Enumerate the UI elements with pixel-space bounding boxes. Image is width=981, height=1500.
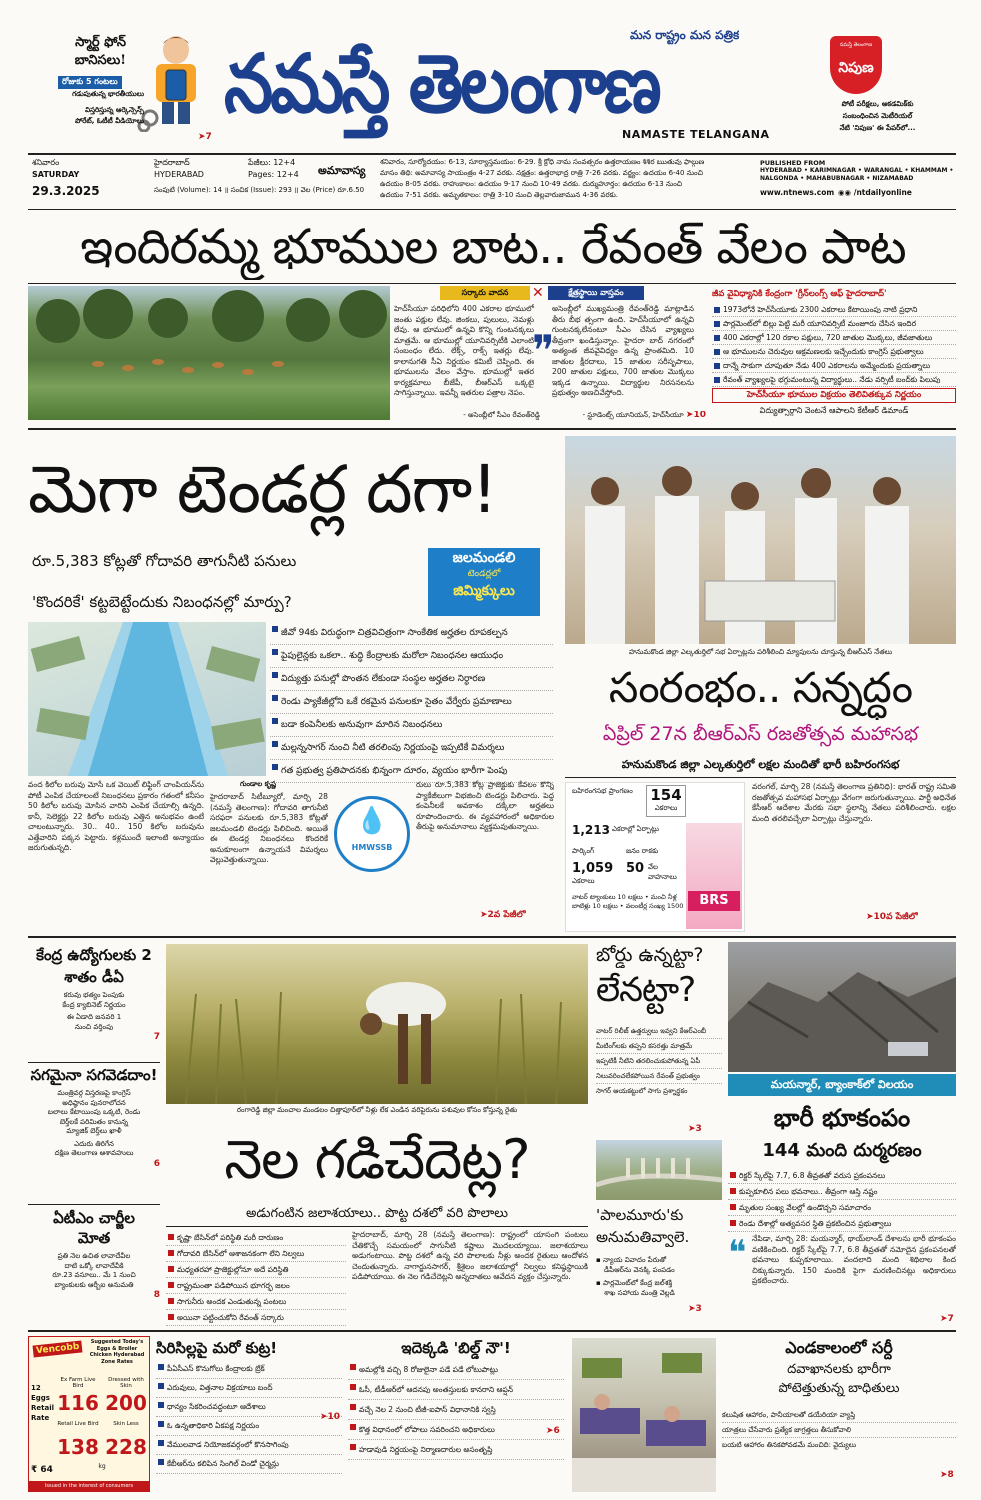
smartphone-addict-illustration: [136, 32, 216, 132]
masthead-tagline: మన రాష్ట్రం మన పత్రిక: [630, 28, 740, 42]
cabinet-line: మంత్రివర్గ విస్తరణపై కాంగ్రెస్: [57, 1089, 131, 1097]
brs-photo-caption: హనుమకొండ జిల్లా ఎల్కతుర్తిలో సభ ఏర్పాట్లను పరిశీలించి మ్యాపులను చూస్తున్న బీఆర్‌ఎస్ నేతలు: [628, 648, 893, 656]
ad-title: Suggested Today's Eggs & Broiler Chicken Hyderabad Zone Rates: [89, 1339, 145, 1365]
pages-telugu: పేజీలు: 12+4: [248, 158, 296, 167]
deer-herd-illustration: [28, 286, 390, 420]
arrow-icon: ➤: [198, 132, 206, 142]
brs-body: వరంగల్, మార్చి 28 (నమస్తే తెలంగాణ ప్రతినిధి): భారత్ రాష్ట్ర సమితి రజతోత్సవ మహాసభ ఏర్పాట్లు వేగంగా జరుగుతున్నాయి. పార్టీ అధినేత కేసీఆర్ ఆదేశాల మేరకు సభా స్థలాన్ని నేతలు పరిశీలించారు. లక్షల మంది తరలివచ్చేలా ఏర్పాట్లు చేస్తున్నారు.: [752, 782, 956, 823]
list-item: మల్లన్నసాగర్ నుంచి నీటి తరలింపు నిర్ణయంపై ఇప్పటికే విమర్శలు: [270, 737, 553, 760]
tender-page-ref[interactable]: ➤2వ పేజీలో: [480, 910, 526, 920]
water-drop-icon: 💧: [355, 806, 389, 836]
list-item: పీఏసీఎస్ కొనుగోలు కేంద్రాలకు బ్రేక్: [156, 1360, 342, 1379]
list-item: ఇప్పటికీ నీటిని తరలించుకుపోతున్న ఏపీ: [596, 1054, 722, 1069]
cm-quote-column: [394, 304, 534, 422]
brs-logo: BRS: [688, 891, 740, 911]
list-item: రేవంత్ వ్యాఖ్యలపై భగ్గుమంటున్న విద్యార్థులు.. నేడు వర్సిటీ బంద్‌కు పిలుపు: [712, 373, 956, 387]
hospital-ward-photo: [572, 1338, 716, 1492]
student-quote-column: [552, 304, 694, 410]
versus-icon: ✕: [532, 285, 544, 301]
lead-headline: ఇందిరమ్మ భూముల బాట.. రేవంత్ వేలం పాట: [80, 219, 906, 275]
left-promo-line2: గడుపుతున్న భారతీయులు: [72, 90, 144, 98]
social-handle[interactable]: ◉◉ /ntdailyonline: [838, 188, 912, 197]
cabinet-line: బలాలు కేటాయింపు ఒక్కటి, రెండు: [47, 1108, 141, 1116]
hmwssb-logo: [334, 796, 410, 872]
list-item: దాన్నే సాకుగా చూపుతూ నేడు 400 ఎకరాలను అమ్మేందుకు ప్రయత్నాలు: [712, 359, 956, 373]
brs-headline: సంరంభం.. సన్నద్ధం: [608, 663, 913, 712]
divider: [28, 283, 956, 284]
green-lungs-list: [712, 303, 956, 387]
list-item: మీటింగ్‌లకు తప్పని కసరత్తు మాత్రమే: [596, 1039, 722, 1054]
palamuru-line: ▪ న్యాయ వివాదం పేరుతో: [596, 1256, 667, 1264]
da-line3: ఈ ఏడాది జనవరి 1: [66, 1013, 122, 1021]
divider: [565, 777, 956, 778]
divider: [28, 209, 956, 210]
masthead-english: NAMASTE TELANGANA: [622, 128, 770, 141]
paddy-caption: రంగారెడ్డి జిల్లా మంచాల మండలం చిత్తాపూర్‌లో నీళ్లు లేక ఎండిన వరిపైరును పశువుల కోసం కోస్తున్న రైతు: [236, 1106, 518, 1114]
day-english: SATURDAY: [32, 170, 80, 179]
masthead-title: నమస్తే తెలంగాణ: [224, 36, 659, 132]
badge-line3: జిమ్మిక్కులు: [453, 583, 515, 599]
divider: [166, 1226, 588, 1227]
tender-author: గుండాల కృష్ణ: [240, 780, 277, 788]
rate-label: Skin Less: [113, 1421, 139, 1427]
build-now-title: ఇదెక్కడి 'బిల్డ్ నౌ'!: [401, 1339, 511, 1357]
left-promo[interactable]: [28, 30, 218, 145]
quake-points: [728, 1168, 956, 1232]
pages-english: Pages: 12+4: [248, 170, 299, 179]
rate-label: Retail Live Bird: [57, 1421, 99, 1427]
brs-sub2: హనుమకొండ జిల్లా ఎల్కతుర్తిలో లక్షల మందితో భారీ బహిరంగసభ: [621, 758, 900, 771]
list-item: ఓసీ, టీడీఆర్‌లో ఆదనపు అంతస్తులకు కానరాని ఆప్షన్: [348, 1380, 564, 1400]
ad-footer: Issued in the interest of consumers: [29, 1481, 149, 1491]
vencobb-logo: Vencobb: [33, 1340, 83, 1357]
rate-value: 116: [57, 1391, 99, 1415]
paddy-body: హైదరాబాద్, మార్చి 28 (నమస్తే తెలంగాణ): రాష్ట్రంలో యాసంగి పంటలు చేతికొచ్చే సమయంలో సాగునీటి కష్టాలు మొదలయ్యాయి. జలాశయాలు అడుగంటాయి. పొట్ట దశలో ఉన్న వరి పొలాలకు నీళ్లు అందక రైతులు ఆందోళన చెందుతున్నారు. నాగార్జునసాగర్, శ్రీశైలం జలాశయాల్లో నిల్వలు కనిష్ఠస్థాయికి పడిపోయాయి. ఈ నెల గడిచేదెట్లని అన్నదాతలు ఆవేదన వ్యక్తం చేస్తున్నారు.: [352, 1230, 588, 1281]
stat2-label: ఎకరాల్లో ఏర్పాట్లు: [612, 825, 659, 833]
panchangam-4: ఉదయం 7-51 వరకు. అమృతకాలం: రాత్రి 3-10 నుంచి తెల్లవారుజామున 4-36 వరకు.: [380, 191, 618, 199]
cold-sub1: దవాఖానలకు భారీగా: [787, 1362, 891, 1377]
paddy-points: [166, 1230, 346, 1326]
list-item: అమల్లోకి వచ్చి 8 రోజులైనా పడే పడే లోటుపాట్లు: [348, 1360, 564, 1380]
cold-brief[interactable]: [722, 1336, 956, 1492]
list-item: రిక్టర్ స్కేల్‌పై 7.7, 6.8 తీవ్రతతో వరుస ప్రకంపనలు: [728, 1168, 956, 1184]
cabinet-line: అధిష్ఠానం పునరాలోచన: [62, 1098, 126, 1107]
stat4-value: 50: [626, 861, 645, 876]
nipuna-line3: నేటి 'నిపుణ' ఈ పేపర్‌లో...: [839, 124, 916, 132]
tender-points: [270, 622, 553, 783]
badge-line1: జలమండలి: [452, 550, 516, 566]
list-item: నిలువరించలేకపోయిన రేవంత్ ప్రభుత్వం: [596, 1069, 722, 1084]
atm-brief[interactable]: [28, 1208, 160, 1326]
website-link[interactable]: www.ntnews.com: [760, 188, 835, 197]
brs-leaders-photo: [565, 436, 956, 644]
nipuna-badge: నిపుణ: [838, 60, 874, 76]
cabinet-line: మ్యాజిక్ బెర్త్‌లు ఖాళీ: [66, 1127, 122, 1135]
divider: [28, 1330, 956, 1332]
hcu-sale-sub: విద్యుత్సార్గాని వెంటనే ఆపాలని కేటీఆర్ డిమాండ్: [759, 406, 909, 415]
brs-rajatotsavam-graphic: [686, 823, 742, 929]
tender-body-3: రులు రూ.5,383 కోట్ల ప్రాజెక్టుకు కేవలం కొన్ని ప్యాకేజీలుగా విభజించి టెండర్లు పిలిచారు. పెద్ద కంపెనీలకే అవకాశం దక్కేలా అర్హతలు రూపొందించారు. ఈ వ్యవహారంలో అధికారుల తీరుపై అనుమానాలు వ్యక్తమవుతున్నాయి.: [416, 780, 554, 831]
list-item: గోదావరి బేసిన్‌లో ఆశాజనకంగా లేని నిల్వలు: [166, 1246, 346, 1262]
page-ref: ➤10: [685, 411, 706, 420]
list-item: కృష్ణా బేసిన్‌లో పరిస్థితి మరీ దారుణం: [166, 1230, 346, 1246]
list-item: పైపులైన్లకు ఒకలా.. శుద్ధి కేంద్రాలకు మరోలా నిబంధనల ఆయుధం: [270, 645, 553, 668]
dateline-bar: [28, 156, 956, 208]
list-item: 400 ఎకరాల్లో 120 రకాల పక్షులు, 720 జాతుల మొక్కలు, జీవజాతులు: [712, 331, 956, 345]
atm-line: రూ.23 వసూలు.. మే 1 నుంచి: [52, 1271, 136, 1279]
quake-headline: భారీ భూకంపం: [773, 1104, 911, 1132]
rate-unit: kg: [98, 1463, 106, 1470]
brs-sub: ఏప్రిల్ 27న బీఆర్‌ఎస్ రజతోత్సవ మహాసభ: [602, 723, 919, 745]
student-quote-sign: - స్టూడెంట్స్ యూనియన్, హెచ్‌సీయూ ➤10: [582, 411, 706, 420]
palamuru-line: శాఖ సహాయ మంత్రి వెల్లడి: [604, 1288, 675, 1297]
palamuru-page[interactable]: ➤3: [688, 1304, 702, 1314]
rate-value: 138: [57, 1435, 99, 1459]
crowd-illustration: [565, 436, 956, 644]
stat2-value: 1,213: [572, 823, 610, 837]
patients-illustration: [572, 1338, 716, 1492]
cold-sub2: పోటెత్తుతున్న బాధితులు: [778, 1381, 900, 1396]
stat3-value: 1,059: [572, 861, 614, 876]
atm-title: ఏటీఎం చార్జీల మోత: [53, 1209, 135, 1247]
canal-illustration: [596, 1140, 722, 1200]
left-promo-title: స్మార్ట్ ఫోన్ బానిసలు!: [74, 35, 126, 68]
list-item: మధ్యతరహా ప్రాజెక్టుల్లోనూ అదే పరిస్థితి: [166, 1262, 346, 1278]
left-promo-line4: పోరేట్, ఓటీటీ వీడియోలు: [75, 117, 144, 125]
list-item: బడా కంపెనీలకు అనువుగా మారిన నిబంధనలు: [270, 714, 553, 737]
rate-value: 200: [105, 1391, 147, 1415]
stat4-unit: వేల వాహనాలు: [648, 863, 677, 881]
hmwssb-logo-text: HMWSSB: [351, 843, 393, 852]
cabinet-line: ఎదురు తిరిగేన: [74, 1139, 114, 1148]
list-item: మృతుల సంఖ్య వేలల్లో ఉండొచ్చని సమాచారం: [728, 1200, 956, 1216]
divider: [28, 936, 956, 938]
cabinet-page: 6: [153, 1158, 160, 1169]
cold-title: ఎండకాలంలో సర్దీ: [785, 1338, 893, 1357]
da-brief[interactable]: [28, 944, 160, 1064]
list-item: ఎరువులు, విత్తనాల విక్రయాలు బంద్: [156, 1379, 342, 1398]
list-item: కొత్త విధానంలో లోపాలు సవరించని అధికారులు: [348, 1420, 564, 1440]
list-item: రెండు ప్యాకేజీల్లోని ఒకే రకమైన పనులకూ సైతం వేర్వేరు ప్రమాణాలు: [270, 691, 553, 714]
day-telugu: శనివారం: [32, 158, 60, 167]
list-item: వాటర్ రిలీజ్ ఉత్తర్వులు ఇవ్వని కేఆర్ఎంబీ: [596, 1024, 722, 1039]
build-now-page[interactable]: ➤6: [546, 1426, 560, 1436]
deer-forest-photo: [28, 286, 390, 420]
cabinet-title: సగమైనా సగవెడదాం!: [30, 1066, 158, 1084]
da-line1: కరువు భత్యం పెంపుకు: [63, 991, 125, 999]
bullet-icon: ▪: [596, 1256, 603, 1264]
list-item: గత ప్రభుత్వ ప్రతిపాదనకు భిన్నంగా దూరం, వ్యయం భారీగా పెంపు: [270, 760, 553, 783]
farmer-illustration: [166, 944, 588, 1104]
screen-time-badge: రోజుకు 5 గంటలు: [58, 76, 122, 89]
student-quote: అసెంబ్లీలో ముఖ్యమంత్రి రేవంత్‌రెడ్డి మాట్లాడిన తీరు బీభ త్సంగా ఉంది. హెచ్‌సీయూలో ఉన్నవి గుంటనక్కలేనంటూ సీఎం చేసిన వ్యాఖ్యలు తీవ్రంగా ఖండిస్తున్నాం. హైదరా బాద్ నగరంలో అత్యంత జీవవైవిధ్యం ఉన్న ప్రాంతమిది. 10 జాతుల క్షీరదాలు, 15 జాతుల సరీసృపాలు, 200 జాతుల పక్షులు, 700 జాతుల మొక్కలు ఇక్కడ ఉన్నాయి. విద్యార్థుల నిరసనలను ప్రభుత్వం అణచివేస్తోంది.: [552, 304, 694, 397]
atm-line: ప్రతి నెల ఉచిత లావాదేవీల: [57, 1252, 131, 1260]
pipeline-graphic: [28, 622, 266, 776]
vencobb-ad[interactable]: [28, 1336, 150, 1492]
da-page: 7: [153, 1032, 160, 1042]
panchangam-2: మాసం తిథి: అమావాస్య సాయంత్రం 4-27 వరకు. నక్షత్రం: ఉత్తరాభాద్ర రాత్రి 7-26 వరకు. వర్జ్యం: ఉదయం 6-40 నుంచి: [380, 169, 703, 177]
list-item: వేములవాడ నియోజకవర్గంలో కొనసాగింపు: [156, 1436, 342, 1455]
stat3-unit: ఎకరాలు: [572, 877, 595, 885]
tag-ground-reality: క్షేత్రస్థాయి వాస్తవం: [548, 286, 644, 300]
quake-sub: 144 మంది దుర్మరణం: [762, 1140, 922, 1161]
list-item: సాగునీరు అందక ఎండుతున్న పంటలు: [166, 1294, 346, 1310]
bullet-icon: ▪: [596, 1279, 603, 1287]
earthquake-rubble-photo: [728, 942, 956, 1072]
nipuna-promo[interactable]: [795, 30, 965, 145]
panchangam-1: శనివారం, సూర్యోదయం: 6-13, సూర్యాస్తమయం: 6-29. శ్రీ క్రోధి నామ సంవత్సరం ఉత్తరాయణం శిశిర ఋతువు ఫాల్గుణ: [380, 158, 705, 166]
tag-government-claim: సర్కారు వాదన: [440, 286, 530, 300]
list-item: అయినా పట్టించుకోని రేవంత్ సర్కారు: [166, 1310, 346, 1326]
nipuna-badge-top: నమస్తే తెలంగాణ: [839, 42, 873, 48]
panchangam-3: ఉదయం 8-05 వరకు. రాహుకాలం: ఉదయం 9-17 నుంచి 10-49 వరకు. దుర్ముహూర్తం: ఉదయం 6-13 నుంచి: [380, 180, 683, 188]
list-item: విద్యుత్తు పనుల్లో పొంతన లేకుండా సంస్థల అర్హతల నిర్ధారణ: [270, 668, 553, 691]
list-item: రాష్ట్రమంతా పడిపోయిన భూగర్భ జలం: [166, 1278, 346, 1294]
quake-page[interactable]: ➤7: [940, 1314, 954, 1324]
rate-label: Dressed with Skin: [108, 1377, 144, 1389]
atm-line: దాటి ఒక్కో లావాదేవీకి: [64, 1261, 124, 1270]
board-page[interactable]: ➤3: [688, 1124, 702, 1134]
stat1-value: 154: [650, 786, 682, 804]
social-icon: ◉◉: [838, 188, 854, 197]
list-item: వచ్చే నెల 2 నుంచి టీజీ-ఐపాస్ విధానానికి స్వస్తి: [348, 1400, 564, 1420]
atm-page: 8: [153, 1290, 160, 1300]
board-lines: [596, 1024, 722, 1098]
quake-body: నేపిడా, మార్చి 28: మయన్మార్, థాయ్‌లాండ్ దేశాలను భారీ భూకంపం వణికించింది. రిక్టర్ స్కేల్‌పై 7.7, 6.8 తీవ్రతతో నమోదైన ప్రకంపనలతో భవనాలు కుప్పకూలాయి. వందలాది మంది శిథిలాల కింద చిక్కుకున్నారు. 150 మందికి పైగా మరణించినట్లు అధికారులు ప్రకటించారు.: [752, 1234, 956, 1285]
rubble-illustration: [728, 942, 956, 1072]
rate-label: Ex Farm Live Bird: [60, 1377, 96, 1389]
da-title: కేంద్ర ఉద్యోగులకు 2 శాతం డీఏ: [36, 946, 152, 986]
divider: [28, 153, 956, 155]
da-line2: కేంద్ర క్యాబినెట్ నిర్ణయం: [62, 1000, 126, 1009]
palamuru-headline: 'పాలమూరు'కు అనుమతివ్వాలె.: [596, 1206, 690, 1246]
da-line4: నుంచి వర్తింపు: [74, 1022, 114, 1031]
sircilla-page[interactable]: ➤10: [320, 1412, 341, 1422]
tender-body-2: హైదరాబాద్ సిటీబ్యూరో, మార్చి 28 (నమస్తే తెలంగాణ): గోదావరి తాగునీటి సరఫరా పనులకు రూ.5,383 కోట్లతో జలమండలి టెండర్లు పిలిచింది. అయితే ఈ టెండర్ల నిబంధనలు కొందరికే అనుకూలంగా ఉన్నాయనే విమర్శలు వెల్లువెత్తుతున్నాయి.: [210, 792, 328, 864]
divider: [28, 1062, 160, 1063]
list-item: సాగర్ ఆయకట్టులో సాగు ప్రశ్నార్థకం: [596, 1087, 688, 1095]
cold-page[interactable]: ➤8: [940, 1470, 954, 1480]
published-label: PUBLISHED FROM: [760, 159, 826, 167]
list-item: 1973లోనే హెచ్‌సీయూకు 2300 ఎకరాలు కేటాయింపు నాటి ప్రధాని: [712, 303, 956, 317]
list-item: ధాన్యం సేకరించవద్దంటూ ఆదేశాలు: [156, 1398, 342, 1417]
list-item: కుప్పకూలిన పలు భవనాలు.. తీవ్రంగా ఆస్తి నష్టం: [728, 1184, 956, 1200]
list-item: కేబీఆర్‌ను కలిపిన సింగిల్ విండో చైర్మన్లు: [156, 1455, 342, 1474]
palamuru-line: డీపీఆర్‌ను వెనక్కి పంపడం: [604, 1265, 675, 1274]
cabinet-line: దక్షిణ తెలంగాణ ఆశావహులు: [54, 1149, 134, 1157]
green-lungs-title: జీవ వైవిధ్యానికి కేంద్రంగా 'గ్రీన్‌లంగ్స్ ఆఫ్ హైదరాబాద్': [712, 289, 887, 299]
build-now-points: [348, 1360, 564, 1460]
tender-sub2: 'కొందరికే' కట్టబెట్టేందుకు నిబంధనల్లో మార్పు?: [32, 593, 292, 611]
tithi: అమావాస్య: [318, 164, 366, 177]
eggs-price: ₹ 64: [31, 1465, 53, 1475]
cabinet-line: బెర్త్‌లకే పరిమితం కానున్న: [59, 1117, 129, 1126]
tender-body-1: వంద కిలోల బరువు మోసే ఒక వెయిట్ లిఫ్టింగ్ చాంపియన్‌ను పోటీ ఎంపిక చేయాలంటే నిబంధనలు ప్రకారం గతంలో కనీసం 50 కిలోల బరువు మోసిన వారిని ఎంపిక చేయాల్సి ఉన్నది. కానీ, సెలెక్టర్లు 22 కిలోల బరువు ఎత్తిన అనుభవం ఉంటే చాలంటున్నారు. 30.. 40.. 150 కిలోల బరువును ఎత్తేవారిని పక్కన పెట్టారు. కళ్లముందే ఇలాంటి అన్యాయం జరుగుతున్నది.: [28, 780, 204, 852]
published-cities: HYDERABAD • KARIMNAGAR • WARANGAL • KHAMMAM • NALGONDA • MAHABUBNAGAR • NIZAMABAD: [760, 167, 954, 182]
city-english: HYDERABAD: [154, 170, 204, 179]
hcu-sale-box: హెచ్‌సీయూ భూముల విక్రయం తెలివితక్కువ నిర్ణయం: [712, 388, 956, 403]
cm-quote: హెచ్‌సీయూ పరిధిలోని 400 ఎకరాల భూములో జంతు పక్షుల లేవు. జింకలు, పులులు, నెమళ్లు లేవు. ఆ భూములో ఉన్నవి కొన్ని గుంటనక్కలు మాత్రమే. ఆ భూముల్లో యూనివర్సిటీకి ఎలాంటి సంబంధం లేదు. లేక్స్, రాక్స్ ఇతర్లు లేవు. కాలానుగతి సీఏ నిర్ణయం కమిటీ చెప్పింది. ఈ భూములను వేలం వేస్తాం. భూముల్లో ఇతర కార్యక్రమాలు బీజేపీ, బీఆర్ఎస్ ఒక్కటై సాగిస్తున్నాయి. ఇవన్నీ ఇతరుల పత్రాల నెపం.: [394, 304, 534, 397]
quake-banner: మయన్మార్, బ్యాంకాక్‌లో విలయం: [728, 1074, 956, 1096]
list-item: ఆ భూములను చెరువుల ఆక్రమణలకు ఇచ్చేందుకు కాంగ్రెస్ ప్రభుత్వాలు: [712, 345, 956, 359]
list-item: హడావుడి నిర్ణయంపై నిర్మాణదారుల అసంతృప్తి: [348, 1440, 564, 1460]
palamuru-line: ▪ పార్లమెంట్‌లో కేంద్ర జల్‌శక్తి: [596, 1279, 673, 1287]
badge-line2: టెండర్లలో: [467, 569, 501, 579]
brs-page-ref[interactable]: ➤10వ పేజీలో: [866, 912, 918, 922]
list-item: జీవో 94కు విరుద్ధంగా చిత్రవిచిత్రంగా సాంకేతిక అర్హతల రూపకల్పన: [270, 622, 553, 645]
list-item: పార్లమెంట్‌లో బిల్లు పెట్టి మరీ యూనివర్సిటీ మంజూరు చేసిన ఇందిర: [712, 317, 956, 331]
list-item: రెండు దేశాల్లో అత్యవసర స్థితి ప్రకటించిన ప్రభుత్వాలు: [728, 1216, 956, 1232]
divider: [28, 1204, 160, 1205]
dried-paddy-photo: [166, 944, 588, 1104]
eggs-label: 12 Eggs Retail Rate: [31, 1384, 55, 1422]
palamuru-project-photo: [596, 1140, 722, 1200]
rate-value: 228: [105, 1435, 147, 1459]
pipeline-money-illustration: [28, 622, 266, 776]
cold-line: కలుషిత ఆహారం, పానీయాలతో డయేరియా వ్యాప్తి: [722, 1408, 956, 1423]
sircilla-points: [156, 1360, 342, 1474]
city-telugu: హైదరాబాద్: [154, 158, 190, 167]
list-item: ఓ ఉన్నతాధికారి ఏకపక్ష నిర్ణయం: [156, 1417, 342, 1436]
stat1-value-box: [646, 785, 686, 817]
left-promo-page: ➤7: [198, 132, 212, 142]
cabinet-brief[interactable]: [28, 1066, 160, 1202]
brs-infographic: [565, 782, 745, 932]
stat3-label: పార్కింగ్: [572, 847, 595, 855]
paddy-headline: నెల గడిచేదెట్ల?: [224, 1128, 530, 1191]
stat1-unit: ఎకరాలు: [654, 804, 678, 812]
palamuru-lines: [596, 1256, 722, 1298]
volume-issue-price: సంపుటి (Volume): 14 ॥ సంచిక (Issue): 293 ॥ వెల (Price) రూ.6.50: [154, 186, 365, 194]
sircilla-brief[interactable]: [156, 1336, 342, 1492]
left-promo-line3: విస్తరిస్తున్న ఆర్కెన్సెన్స్: [85, 106, 144, 114]
board-headline-2: లేనట్టా?: [596, 970, 696, 1010]
cold-line: బయటి ఆహారం తినకపోవడమే మంచిది: వైద్యులు: [722, 1441, 857, 1449]
tender-headline: మెగా టెండర్ల దగా!: [28, 451, 497, 528]
date: 29.3.2025: [32, 184, 100, 198]
cold-line: యాత్రలు చేసేవారు ప్రత్యేక జాగ్రత్తలు తీసుకోవాలి: [722, 1423, 956, 1438]
quote-mark-icon: ❝: [728, 1236, 747, 1270]
nipuna-line2: సంబంధించిన మెటీరియల్: [842, 112, 913, 120]
divider: [28, 428, 956, 430]
stat5: వాటర్ ట్యాంకులు 10 లక్షలు • మంచి నీళ్ల బాటిళ్లు 10 లక్షలు • వలంటీర్ల సంఖ్య 1500: [572, 893, 684, 910]
stat4-label: జనం రాకకు: [626, 847, 659, 855]
jalamandali-badge: [428, 548, 540, 616]
tender-sub1: రూ.5,383 కోట్లతో గోదావరి తాగునీటి పనులు: [32, 552, 297, 570]
atm-line: బ్యాంకులకు ఆర్బీఐ అనుమతి: [54, 1280, 134, 1289]
paddy-sub: అడుగంటిన జలాశయాలు.. పొట్ట దశలో వరి పొలాలు: [245, 1206, 508, 1221]
nipuna-line1: పోటీ పరీక్షలు, అకడమిక్‌కు: [841, 100, 914, 108]
board-headline-1: బోర్డు ఉన్నట్టా?: [596, 944, 704, 966]
quote-mark-icon: ❞: [532, 330, 555, 372]
cm-quote-sign: - అసెంబ్లీలో సీఎం రేవంత్‌రెడ్డి: [463, 411, 540, 419]
stat1-label: బహిరంగసభ ప్రాంగణం: [572, 787, 633, 795]
build-now-brief[interactable]: [348, 1336, 564, 1492]
sircilla-title: సిరిసిల్లపై మరో కుట్ర!: [156, 1339, 278, 1357]
